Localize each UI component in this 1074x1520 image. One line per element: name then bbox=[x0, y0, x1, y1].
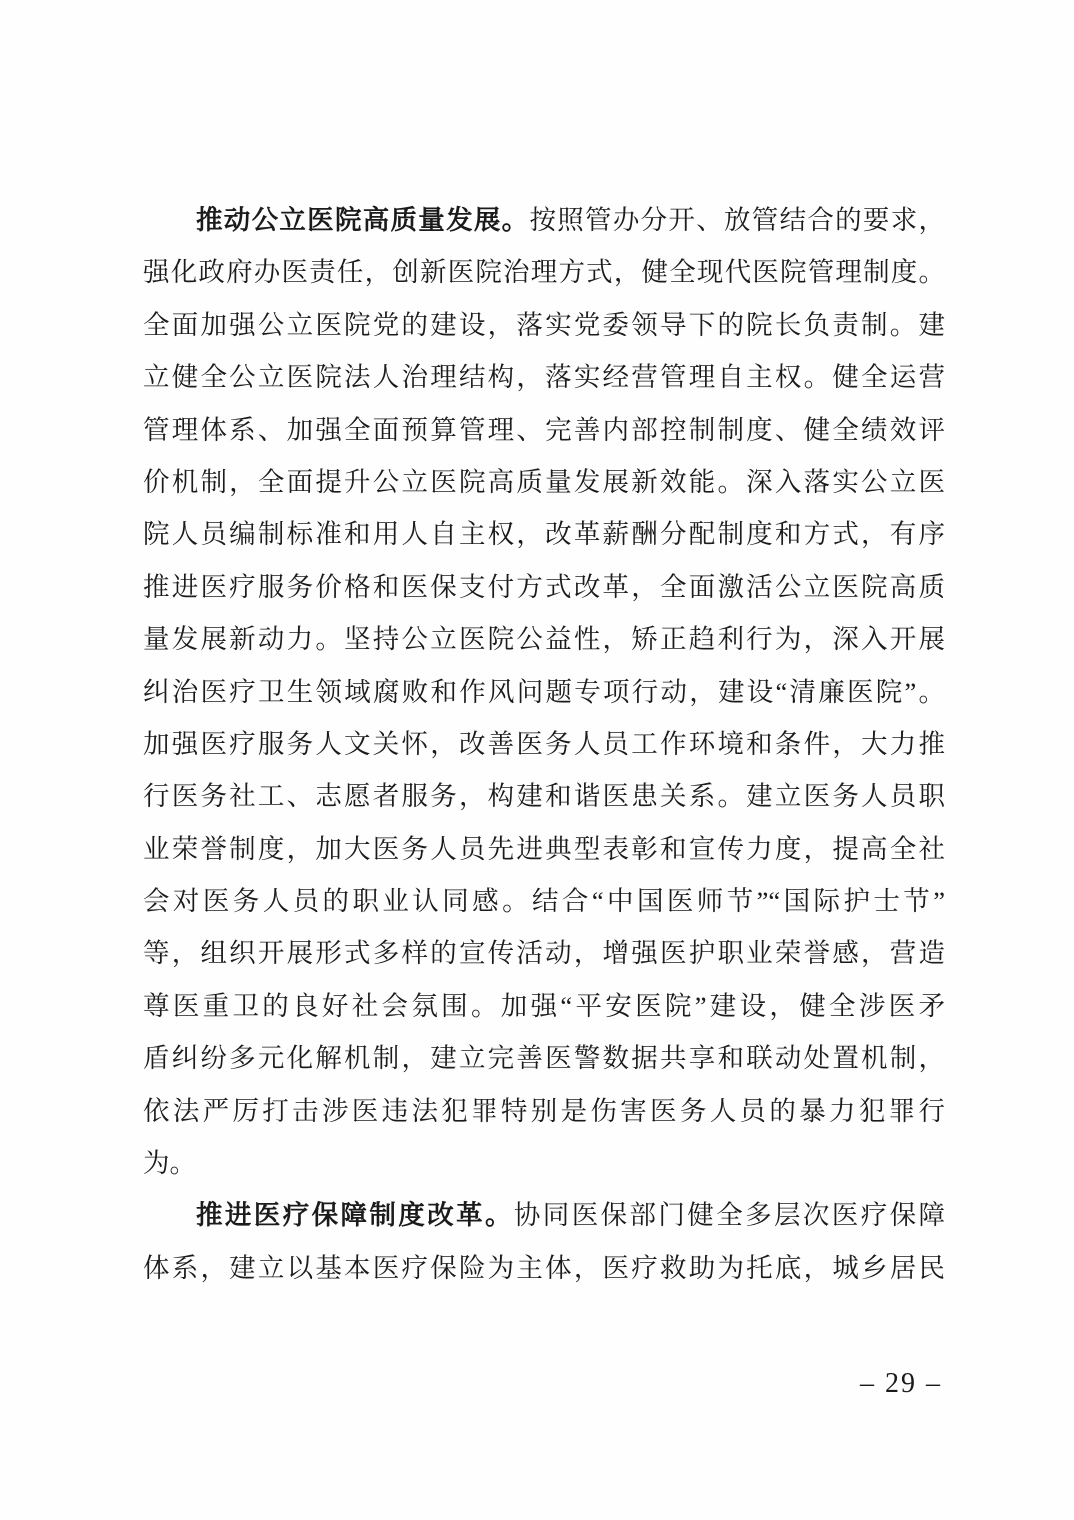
text-line: 体系，建立以基本医疗保险为主体，医疗救助为托底，城乡居民 bbox=[143, 1252, 945, 1283]
text-line: 推进医疗服务价格和医保支付方式改革，全面激活公立医院高质 bbox=[143, 571, 945, 602]
text-line: 尊医重卫的良好社会氛围。加强“平安医院”建设，健全涉医矛 bbox=[143, 990, 945, 1021]
paragraph bbox=[143, 194, 945, 1189]
text-line: 推进医疗保障制度改革。协同医保部门健全多层次医疗保障 bbox=[196, 1200, 945, 1231]
text-line: 等，组织开展形式多样的宣传活动，增强医护职业荣誉感，营造 bbox=[143, 938, 945, 969]
text-line: 为。 bbox=[143, 1148, 196, 1179]
text-line: 院人员编制标准和用人自主权，改革薪酬分配制度和方式，有序 bbox=[143, 519, 945, 550]
text-line: 依法严厉打击涉医违法犯罪特别是伤害医务人员的暴力犯罪行 bbox=[143, 1095, 945, 1126]
page-number: – 29 – bbox=[860, 1368, 942, 1399]
text-line: 立健全公立医院法人治理结构，落实经营管理自主权。健全运营 bbox=[143, 362, 945, 393]
text-line: 纠治医疗卫生领域腐败和作风问题专项行动，建设“清廉医院”。 bbox=[143, 676, 945, 707]
text-line: 会对医务人员的职业认同感。结合“中国医师节”“国际护士节” bbox=[143, 886, 945, 917]
text-line: 管理体系、加强全面预算管理、完善内部控制制度、健全绩效评 bbox=[143, 414, 945, 445]
text-line: 加强医疗服务人文关怀，改善医务人员工作环境和条件，大力推 bbox=[143, 728, 945, 759]
text-line: 盾纠纷多元化解机制，建立完善医警数据共享和联动处置机制， bbox=[143, 1043, 945, 1074]
paragraph-lead: 推动公立医院高质量发展。 bbox=[196, 205, 530, 235]
text-line: 全面加强公立医院党的建设，落实党委领导下的院长负责制。建 bbox=[143, 309, 945, 340]
text-line: 推动公立医院高质量发展。按照管办分开、放管结合的要求， bbox=[196, 205, 945, 235]
paragraph-lead: 推进医疗保障制度改革。 bbox=[196, 1200, 514, 1231]
text-line: 行医务社工、志愿者服务，构建和谐医患关系。建立医务人员职 bbox=[143, 781, 945, 812]
text-line: 业荣誉制度，加大医务人员先进典型表彰和宣传力度，提高全社 bbox=[143, 833, 945, 864]
text-line: 量发展新动力。坚持公立医院公益性，矫正趋利行为，深入开展 bbox=[143, 624, 945, 655]
text-line: 强化政府办医责任，创新医院治理方式，健全现代医院管理制度。 bbox=[143, 257, 945, 288]
paragraph bbox=[143, 1189, 945, 1294]
text-line: 价机制，全面提升公立医院高质量发展新效能。深入落实公立医 bbox=[143, 466, 945, 497]
document-body bbox=[143, 194, 945, 1294]
